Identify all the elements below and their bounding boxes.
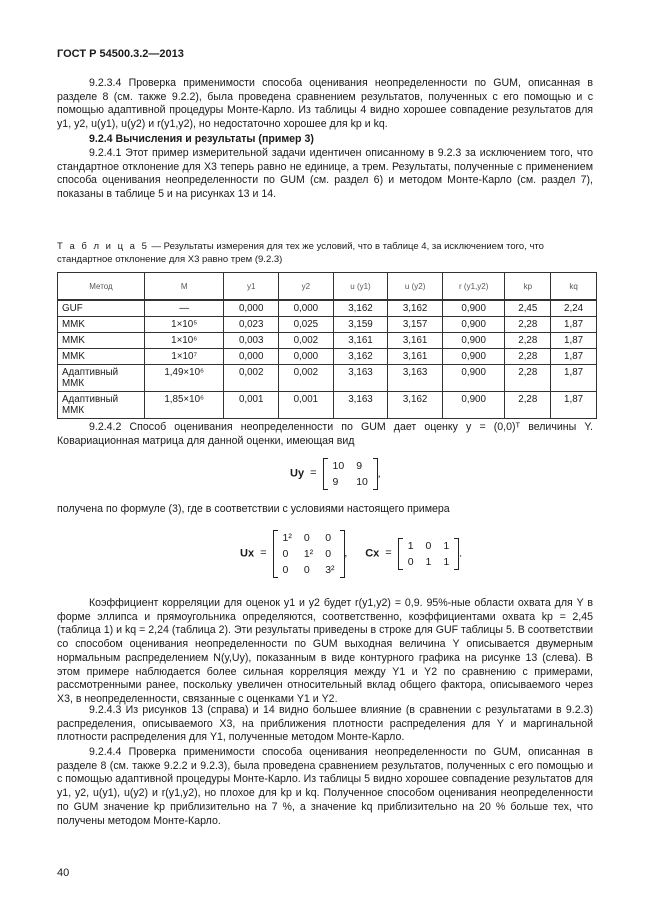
results-table xyxy=(57,272,597,419)
paragraph-9-2-4-2: 9.2.4.2 Способ оценивания неопределенности по GUM дает оценку y = (0,0)ᵀ величины Y. Ковариационная матрица для данной оценки, имеющая вид xyxy=(57,421,593,447)
table-cell: Адаптивный ММК xyxy=(58,392,145,419)
table-cell: 1×10⁶ xyxy=(145,333,224,349)
table-cell: 3,161 xyxy=(388,349,443,365)
page-number: 40 xyxy=(57,867,70,879)
table-cell: 0,900 xyxy=(442,365,504,392)
table-cell: 0,002 xyxy=(279,333,334,349)
table-cell: 1,87 xyxy=(551,333,597,349)
table-cell: 3,163 xyxy=(388,365,443,392)
table-cell: 3,163 xyxy=(333,365,388,392)
table-cell: 0,000 xyxy=(224,349,279,365)
paragraph-formula-3: получена по формуле (3), где в соответствии с условиями настоящего примера xyxy=(57,503,450,515)
matrix-uy xyxy=(323,458,378,490)
formula-cx-label: Cx xyxy=(365,547,380,560)
matrix-cell: 0 xyxy=(425,540,432,552)
table-cell: 2,28 xyxy=(505,317,551,333)
table-cell: 0,900 xyxy=(442,300,504,317)
table-header-row xyxy=(58,273,597,301)
formula-ux-label: Ux xyxy=(240,547,255,560)
table-cell: 2,28 xyxy=(505,392,551,419)
matrix-cell: 3² xyxy=(325,564,335,576)
header-cell: r (y1,y2) xyxy=(442,273,504,301)
matrix-cell: 1² xyxy=(282,532,292,544)
table-cell: 0,000 xyxy=(224,300,279,317)
table-row xyxy=(58,349,597,365)
paragraph-9-2-4-1: 9.2.4.1 Этот пример измерительной задачи идентичен описанному в 9.2.3 за исключением того, что стандартное отклонение для X3 теперь равно не единице, а трем. Результаты, полученные с применением способа оценивания неопределенности по GUM (см. раздел 6) и методом Монте-Карло (см. раздел 7), показаны в таблице 5 и на рисунках 13 и 14. xyxy=(57,147,593,201)
table-cell: 2,45 xyxy=(505,300,551,317)
header-cell: u (y2) xyxy=(388,273,443,301)
header-cell: M xyxy=(145,273,224,301)
table-cell: 0,000 xyxy=(279,300,334,317)
matrix-cell: 0 xyxy=(325,532,332,544)
matrix-cell: 1 xyxy=(443,540,450,552)
table-cell: 1,49×10⁶ xyxy=(145,365,224,392)
table-caption xyxy=(57,241,597,266)
table-cell: Адаптивный ММК xyxy=(58,365,145,392)
matrix-cell: 0 xyxy=(282,564,289,576)
matrix-cell: 9 xyxy=(356,460,363,472)
table-cell: 0,002 xyxy=(224,365,279,392)
matrix-ux xyxy=(273,530,345,578)
table-cell: 3,163 xyxy=(333,392,388,419)
matrix-cx xyxy=(398,538,460,570)
formula-ux-separator: , xyxy=(344,548,348,560)
table-cell: 0,000 xyxy=(279,349,334,365)
matrix-cell: 10 xyxy=(332,460,345,472)
table-cell: 3,159 xyxy=(333,317,388,333)
table-row xyxy=(58,317,597,333)
table-cell: — xyxy=(145,300,224,317)
table-cell: 2,28 xyxy=(505,365,551,392)
formula-uy xyxy=(290,458,381,490)
table-cell: 3,157 xyxy=(388,317,443,333)
header-cell: y2 xyxy=(279,273,334,301)
table-cell: 0,025 xyxy=(279,317,334,333)
formula-cx-end: . xyxy=(459,548,462,560)
paragraph-9-2-3-4: 9.2.3.4 Проверка применимости способа оценивания неопределенности по GUM, описанная в разделе 8 (см. также 9.2.2), была проведена сравнением результатов, полученных с его помощью и с помощью адаптивной процедуры Монте-Карло. Из таблицы 4 видно хорошее совпадение результатов для y1, y2, u(y1), u(y2) и r(y1,y2), но недостаточно хорошее для kp и kq. xyxy=(57,77,593,131)
standard-header: ГОСТ Р 54500.3.2—2013 xyxy=(57,48,184,60)
formula-uy-end: , xyxy=(377,468,381,480)
table-cell: 0,001 xyxy=(224,392,279,419)
table-cell: 0,900 xyxy=(442,392,504,419)
table-cell: 3,162 xyxy=(333,300,388,317)
table-cell: 2,28 xyxy=(505,349,551,365)
table-cell: 3,162 xyxy=(333,349,388,365)
table-cell: 0,023 xyxy=(224,317,279,333)
table-cell: 0,900 xyxy=(442,333,504,349)
matrix-cell: 1 xyxy=(407,540,414,552)
matrix-cell: 10 xyxy=(356,476,368,488)
formula-ux-cx xyxy=(240,530,462,578)
matrix-cell: 0 xyxy=(407,556,414,568)
table-cell: 0,001 xyxy=(279,392,334,419)
table-cell: МMK xyxy=(58,349,145,365)
table-cell: GUF xyxy=(58,300,145,317)
matrix-cell: 9 xyxy=(332,476,339,488)
table-cell: 1,85×10⁶ xyxy=(145,392,224,419)
table-cell: 0,900 xyxy=(442,349,504,365)
formula-cx-equals: = xyxy=(385,547,392,560)
paragraph-9-2-4-3: 9.2.4.3 Из рисунков 13 (справа) и 14 видно большее влияние (в сравнении с результатами в 9.2.3) распределения, описываемого X3, на приближения плотности распределения для Y и маргинальной плотности распределения для Y1, полученные методом Монте-Карло. xyxy=(57,704,593,744)
header-cell: Метод xyxy=(58,273,145,301)
formula-ux-equals: = xyxy=(260,547,267,560)
table-cell: 2,24 xyxy=(551,300,597,317)
table-cell: 0,003 xyxy=(224,333,279,349)
matrix-cell: 1² xyxy=(303,548,314,560)
matrix-cell: 0 xyxy=(303,564,310,576)
table-cell: 1,87 xyxy=(551,317,597,333)
matrix-cell: 0 xyxy=(282,548,289,560)
formula-uy-label: Uy xyxy=(290,467,305,480)
table-cell: 2,28 xyxy=(505,333,551,349)
table-cell: 0,002 xyxy=(279,365,334,392)
matrix-cell: 1 xyxy=(425,556,432,568)
table-cell: 1,87 xyxy=(551,392,597,419)
table-cell: 3,161 xyxy=(388,333,443,349)
matrix-cell: 0 xyxy=(303,532,310,544)
paragraph-correlation: Коэффициент корреляции для оценок y1 и y2 будет r(y1,y2) = 0,9. 95%-ные области охвата для Y в форме эллипса и прямоугольника определяются, соответственно, коэффициентами охвата kp = 2,45 (таблица 1) и kq = 2,24 (таблица 2). Эти результаты приведены в строке для GUF таблицы 5. В соответствии со способом оценивания неопределенности по GUM выходная величина Y описывается двумерным нормальным распределением N(y,Uy), показанным в виде контурного графика на рисунке 13 (слева). В этом примере наблюдается более сильная корреляция между Y1 и Y2 по сравнению с примерами, рассмотренными ранее, поскольку увеличен относительный вклад общего фактора, описываемого через X3, в неопределенности, связанные с оценками Y1 и Y2. xyxy=(57,597,593,705)
table-cell: МMK xyxy=(58,333,145,349)
table-cell: 1,87 xyxy=(551,349,597,365)
header-cell: kq xyxy=(551,273,597,301)
table-row xyxy=(58,365,597,392)
matrix-cell: 1 xyxy=(443,556,450,568)
table-cell: 0,900 xyxy=(442,317,504,333)
section-heading-9-2-4: 9.2.4 Вычисления и результаты (пример 3) xyxy=(89,133,314,145)
table-cell: 1×10⁷ xyxy=(145,349,224,365)
table-cell: 3,162 xyxy=(388,300,443,317)
header-cell: y1 xyxy=(224,273,279,301)
paragraph-9-2-4-4: 9.2.4.4 Проверка применимости способа оценивания неопределенности по GUM, описанная в разделе 8 (см. также 9.2.2 и 9.2.3), была проведена сравнением результатов, полученных с его помощью и с помощью адаптивной процедуры Монте-Карло. Из таблицы 5 видно хорошее совпадение результатов для y1, y2, u(y1), u(y2) и r(y1,y2), но плохое для kp и kq. Полученное способом оценивания неопределенности по GUM значение kp приблизительно на 7 %, а значение kq приблизительно на 20 % больше тех, что получены методом Монте-Карло. xyxy=(57,746,593,827)
table-cell: 1,87 xyxy=(551,365,597,392)
table-row xyxy=(58,392,597,419)
table-caption-label: Т а б л и ц а 5 xyxy=(57,241,149,252)
table-row xyxy=(58,333,597,349)
formula-uy-equals: = xyxy=(310,467,317,480)
matrix-cell: 0 xyxy=(325,548,332,560)
table-cell: 3,161 xyxy=(333,333,388,349)
table-caption-text: — Результаты измерения для тех же условий, что в таблице 4, за исключением того, что стандартное отклонение для X3 равно трем (9.2.3) xyxy=(57,241,544,265)
header-cell: kp xyxy=(505,273,551,301)
header-cell: u (y1) xyxy=(333,273,388,301)
table-row xyxy=(58,300,597,317)
table-cell: 1×10⁵ xyxy=(145,317,224,333)
table-cell: МMK xyxy=(58,317,145,333)
table-cell: 3,162 xyxy=(388,392,443,419)
